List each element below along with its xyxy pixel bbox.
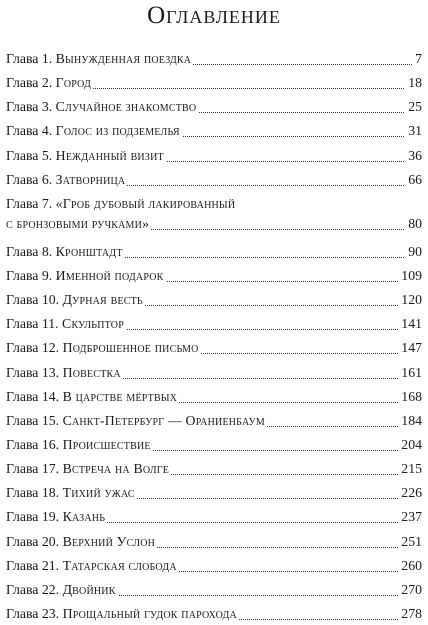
toc-entry[interactable] <box>6 480 422 504</box>
chapter-number: Глава 9. <box>6 267 53 283</box>
chapter-number: Глава 18. <box>6 485 60 501</box>
chapter-title-continued: с бронзовыми ручками» <box>6 215 150 231</box>
chapter-title: Санкт-Петербург — Ораниенбаум <box>62 412 265 428</box>
chapter-title: Встреча на Волге <box>62 461 170 477</box>
page-number: 36 <box>405 148 422 164</box>
toc-entry[interactable] <box>6 287 422 311</box>
chapter-number: Глава 22. <box>6 581 60 597</box>
toc-entry[interactable] <box>6 335 422 359</box>
toc-entry-label <box>6 123 182 139</box>
page-number: 31 <box>405 123 422 139</box>
chapter-title: Тихий ужас <box>62 485 135 501</box>
chapter-title: Кронштадт <box>55 243 123 259</box>
chapter-title: В царстве мёртвых <box>62 388 178 404</box>
toc-entry-label <box>6 292 145 308</box>
toc-entry[interactable] <box>6 46 422 70</box>
toc-entry[interactable] <box>6 94 422 118</box>
toc-entry-label <box>6 437 153 453</box>
chapter-title: Двойник <box>62 581 116 597</box>
chapter-number: Глава 16. <box>6 436 60 452</box>
chapter-number: Глава 20. <box>6 533 60 549</box>
page-number: 7 <box>412 51 422 67</box>
chapter-number: Глава 6. <box>6 171 53 187</box>
chapter-number: Глава 11. <box>6 316 59 332</box>
toc-entry-label <box>6 413 267 429</box>
page-number: 237 <box>398 509 422 525</box>
toc-entry-label <box>6 340 201 356</box>
chapter-number: Глава 21. <box>6 557 60 573</box>
page-number: 120 <box>398 292 422 308</box>
page-number: 251 <box>398 534 422 550</box>
chapter-number: Глава 8. <box>6 243 53 259</box>
toc-entry-label <box>6 51 193 67</box>
toc-entry-label <box>6 99 198 115</box>
chapter-title: Случайное знакомство <box>55 99 197 115</box>
chapter-title: Прощальный гудок парохода <box>62 605 237 621</box>
page-number: 260 <box>398 558 422 574</box>
chapter-title: Повестка <box>62 364 121 380</box>
chapter-number: Глава 7. <box>6 195 53 211</box>
chapter-number: Глава 23. <box>6 605 60 621</box>
toc-entry-label <box>6 389 179 405</box>
chapter-title: Город <box>55 75 92 91</box>
page-number: 80 <box>405 216 422 232</box>
page-number: 184 <box>398 413 422 429</box>
table-of-contents <box>6 46 422 625</box>
page-number: 141 <box>398 316 422 332</box>
chapter-title: Именной подарок <box>55 267 164 283</box>
toc-entry[interactable] <box>6 384 422 408</box>
toc-entry[interactable] <box>6 529 422 553</box>
chapter-title: Вынужденная поездка <box>55 51 192 66</box>
page-number: 215 <box>398 461 422 477</box>
toc-entry[interactable] <box>6 504 422 528</box>
chapter-number: Глава 19. <box>6 509 60 525</box>
chapter-number: Глава 2. <box>6 75 53 91</box>
toc-entry-label <box>6 268 166 284</box>
toc-entry-label <box>6 75 93 91</box>
page-number: 18 <box>405 75 422 91</box>
page-number: 66 <box>405 172 422 188</box>
toc-entry[interactable] <box>6 239 422 263</box>
toc-entry-label <box>6 244 125 260</box>
toc-entry[interactable] <box>6 167 422 191</box>
toc-entry-label <box>6 534 157 550</box>
toc-entry[interactable] <box>6 577 422 601</box>
chapter-number: Глава 12. <box>6 340 60 356</box>
page-title: Оглавление <box>147 2 281 29</box>
toc-entry-label <box>6 485 137 501</box>
toc-entry-label <box>6 196 237 212</box>
chapter-title: «Гроб дубовый лакированный <box>55 195 236 211</box>
chapter-title: Верхний Услон <box>62 533 156 549</box>
toc-entry[interactable] <box>6 143 422 167</box>
toc-entry-label <box>6 582 118 598</box>
page-number: 204 <box>398 437 422 453</box>
page-number: 147 <box>398 340 422 356</box>
chapter-number: Глава 14. <box>6 388 60 404</box>
toc-entry[interactable] <box>6 311 422 335</box>
chapter-number: Глава 17. <box>6 461 60 477</box>
chapter-number: Глава 5. <box>6 147 53 163</box>
page-number: 278 <box>398 606 422 622</box>
chapter-title: Казань <box>62 509 106 525</box>
toc-entry-label <box>6 509 107 525</box>
toc-entry[interactable] <box>6 408 422 432</box>
chapter-number: Глава 1. <box>6 51 53 66</box>
chapter-number: Глава 3. <box>6 99 53 115</box>
toc-entry-label <box>6 461 171 477</box>
toc-entry[interactable] <box>6 70 422 94</box>
toc-entry[interactable] <box>6 263 422 287</box>
toc-entry-label <box>6 606 239 622</box>
chapter-title: Дурная весть <box>62 292 143 308</box>
toc-entry[interactable] <box>6 456 422 480</box>
page-number: 161 <box>398 365 422 381</box>
chapter-number: Глава 15. <box>6 412 60 428</box>
toc-entry[interactable] <box>6 118 422 142</box>
chapter-title: Голос из подземелья <box>55 123 180 139</box>
toc-entry-label <box>6 172 127 188</box>
chapter-number: Глава 13. <box>6 364 60 380</box>
toc-entry-label <box>6 365 123 381</box>
chapter-title: Затворница <box>55 171 126 187</box>
chapter-number: Глава 10. <box>6 292 60 308</box>
chapter-title: Нежданный визит <box>55 147 164 163</box>
page-number: 226 <box>398 485 422 501</box>
chapter-title: Подброшенное письмо <box>62 340 199 356</box>
page-number: 168 <box>398 389 422 405</box>
page-number: 270 <box>398 582 422 598</box>
chapter-number: Глава 4. <box>6 123 53 139</box>
toc-entry[interactable] <box>6 432 422 456</box>
page-number: 90 <box>405 244 422 260</box>
page-number: 109 <box>398 268 422 284</box>
toc-entry-label <box>6 316 126 332</box>
toc-entry[interactable] <box>6 360 422 384</box>
toc-entry[interactable] <box>6 553 422 577</box>
toc-entry[interactable] <box>6 601 422 625</box>
chapter-title: Татарская слобода <box>62 557 177 573</box>
chapter-title: Происшествие <box>62 436 151 452</box>
page-number: 25 <box>405 99 422 115</box>
toc-entry-label <box>6 148 166 164</box>
toc-entry-label <box>6 558 179 574</box>
toc-entry[interactable] <box>6 191 422 239</box>
chapter-title: Скульптор <box>62 316 124 332</box>
